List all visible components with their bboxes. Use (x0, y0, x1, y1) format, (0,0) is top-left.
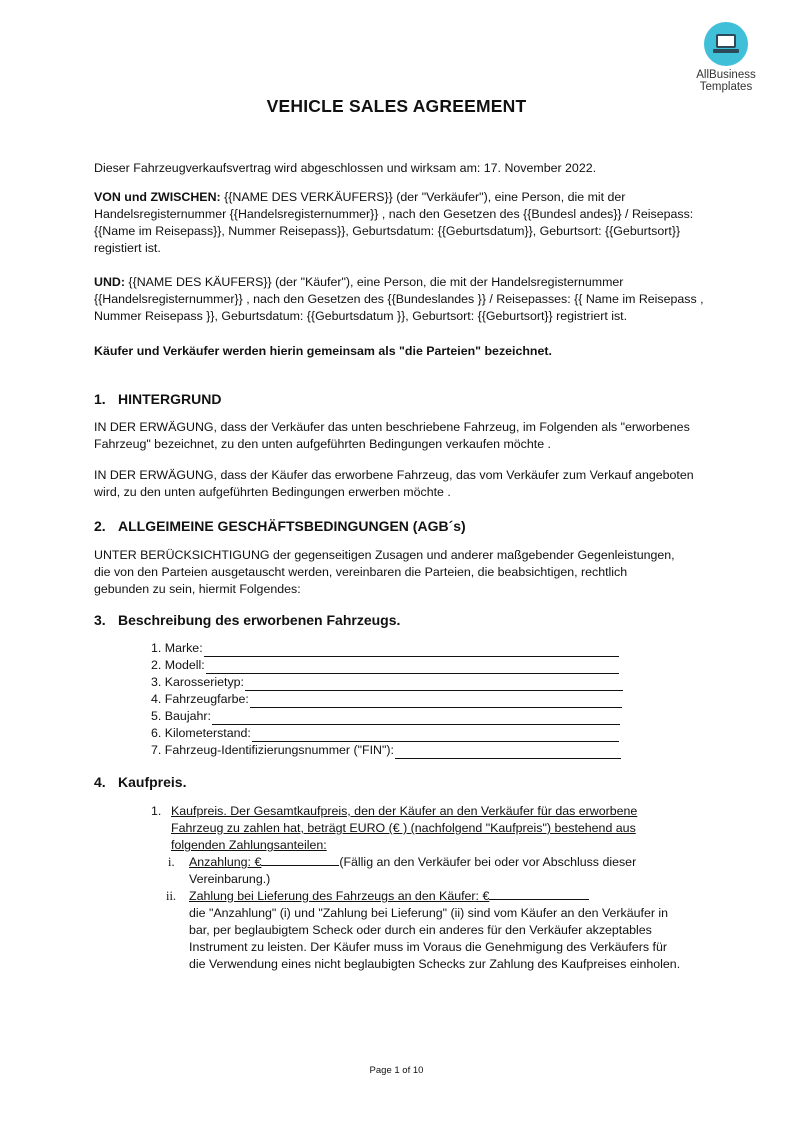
purchase-price-line-1: Kaufpreis. Der Gesamtkaufpreis, den der Käufer an den Verkäufer für das erworbene (171, 804, 638, 818)
field-body-type (151, 674, 631, 691)
section-1-heading (94, 391, 221, 408)
field-label: 6. Kilometerstand: (151, 726, 251, 740)
field-make (151, 640, 631, 657)
down-payment-label: Anzahlung: € (189, 855, 262, 869)
field-color (151, 691, 631, 708)
field-mileage (151, 725, 631, 742)
section-2-title: ALLGEIMEINE GESCHÄFTSBEDINGUNGEN (AGB´s) (118, 518, 466, 534)
buyer-paragraph (94, 274, 706, 325)
section-2-heading (94, 518, 466, 535)
mileage-input-line[interactable] (252, 729, 619, 742)
field-model (151, 657, 631, 674)
purchase-price-line-2: Fahrzeug zu zahlen hat, beträgt EURO (€ ) (nachfolgend "Kaufpreis") bestehend aus (171, 821, 636, 835)
section-4-number: 4. (94, 774, 106, 790)
seller-text: {{NAME DES VERKÄUFERS}} (der "Verkäufer"), eine Person, die mit der Handelsregisternummer {{Handelsregisternummer}} , nach den Gesetzen des {{Bundesl andes}} / Reisepass: {{Name im Reisepass}}, Nummer Reisepass}}, Geburtsdatum: {{Geburtsdatum}}, Geburtsort: {{Geburtsort}} registiert ist. (94, 190, 694, 255)
sub-item-ii-number: ii. (166, 889, 176, 903)
section-2-number: 2. (94, 518, 106, 534)
section-1-paragraph-2: IN DER ERWÄGUNG, dass der Käufer das erworbene Fahrzeug, das vom Verkäufer zum Verkauf angeboten wird, zu den unten aufgeführten Bedingungen erwerben möchte . (94, 468, 694, 499)
field-vin (151, 742, 631, 759)
sub-item-ii (189, 888, 699, 973)
payment-terms-line-3: bar, per beglaubigtem Scheck oder durch ein anderes für den Verkäufer akzeptables (189, 923, 652, 937)
logo-line-2: Templates (699, 81, 753, 93)
field-label: 3. Karosserietyp: (151, 675, 244, 689)
section-1-title: HINTERGRUND (118, 391, 222, 407)
delivery-payment-label: Zahlung bei Lieferung des Fahrzeugs an den Käufer: € (189, 889, 490, 903)
purchase-price-item (171, 803, 691, 854)
document-title: VEHICLE SALES AGREEMENT (266, 96, 527, 116)
section-1-paragraph-1: IN DER ERWÄGUNG, dass der Verkäufer das unten beschriebene Fahrzeug, im Folgenden als "erworbenes Fahrzeug" bezeichnet, zu den unten aufgeführten Bedingungen verkaufen möchte . (94, 420, 690, 451)
section-4-heading (94, 774, 186, 791)
down-payment-due-text: (Fällig an den Verkäufer bei oder vor Abschluss dieser (339, 855, 637, 869)
model-input-line[interactable] (206, 661, 619, 674)
payment-terms-line-2: die "Anzahlung" (i) und "Zahlung bei Lieferung" (ii) sind vom Käufer an den Verkäufer in (189, 906, 669, 920)
sub-item-i-number: i. (168, 855, 175, 869)
field-label: 4. Fahrzeugfarbe: (151, 692, 249, 706)
seller-label: VON und ZWISCHEN: (94, 190, 221, 204)
section-4-title: Kaufpreis. (118, 774, 187, 790)
section-2-line-3: gebunden zu sein, hiermit Folgendes: (94, 582, 301, 596)
purchase-price-line-3: folgenden Zahlungsanteilen: (171, 838, 327, 852)
field-label: 1. Marke: (151, 641, 203, 655)
intro-paragraph: Dieser Fahrzeugverkaufsvertrag wird abgeschlossen und wirksam am: 17. November 2022. (94, 161, 597, 175)
field-label: 5. Baujahr: (151, 709, 211, 723)
make-input-line[interactable] (204, 644, 619, 657)
color-input-line[interactable] (250, 695, 622, 708)
section-2-paragraph (94, 547, 706, 598)
logo-line-1: AllBusiness (696, 69, 756, 81)
field-year (151, 708, 631, 725)
brand-logo (690, 22, 762, 93)
seller-paragraph (94, 189, 706, 257)
year-input-line[interactable] (212, 712, 620, 725)
vehicle-description-list (151, 640, 631, 759)
section-3-title: Beschreibung des erworbenen Fahrzeugs. (118, 612, 401, 628)
laptop-icon (704, 22, 748, 66)
delivery-payment-input-line[interactable] (489, 888, 589, 900)
field-label: 2. Modell: (151, 658, 205, 672)
body-type-input-line[interactable] (245, 678, 623, 691)
payment-terms-line-5: die Verwendung eines nicht beglaubigten Schecks zur Zahlung des Kaufpreises einholen. (189, 957, 681, 971)
section-2-line-1: UNTER BERÜCKSICHTIGUNG der gegenseitigen Zusagen und anderer maßgebender Gegenleistungen, (94, 548, 675, 562)
buyer-text: {{NAME DES KÄUFERS}} (der "Käufer"), eine Person, die mit der Handelsregisternummer {{Handelsregisternummer}} , nach den Gesetzen des {{Bundeslandes }} / Reisepasses: {{ Name im Reisepass , Nummer Reisepass }}, Geburtsdatum: {{Geburtsdatum }}, Geburtsort: {{Geburtsort}} registriert ist. (94, 275, 704, 323)
parties-paragraph: Käufer und Verkäufer werden hierin gemeinsam als "die Parteien" bezeichnet. (94, 344, 552, 358)
page-number: Page 1 of 10 (369, 1065, 424, 1076)
buyer-label: UND: (94, 275, 125, 289)
section-3-heading (94, 612, 400, 629)
purchase-price-item-number: 1. (151, 804, 162, 818)
section-3-number: 3. (94, 612, 106, 628)
field-label: 7. Fahrzeug-Identifizierungsnummer ("FIN"): (151, 743, 394, 757)
down-payment-line-2: Vereinbarung.) (189, 872, 271, 886)
down-payment-input-line[interactable] (261, 854, 339, 866)
payment-terms-line-4: Instrument zu leisten. Der Käufer muss im Voraus die Genehmigung des Verkäufers für (189, 940, 667, 954)
section-1-number: 1. (94, 391, 106, 407)
section-2-line-2: die von den Parteien ausgetauscht werden, vereinbaren die Parteien, die beabsichtigen, rechtlich (94, 565, 628, 579)
sub-item-i (189, 854, 689, 888)
vin-input-line[interactable] (395, 746, 621, 759)
